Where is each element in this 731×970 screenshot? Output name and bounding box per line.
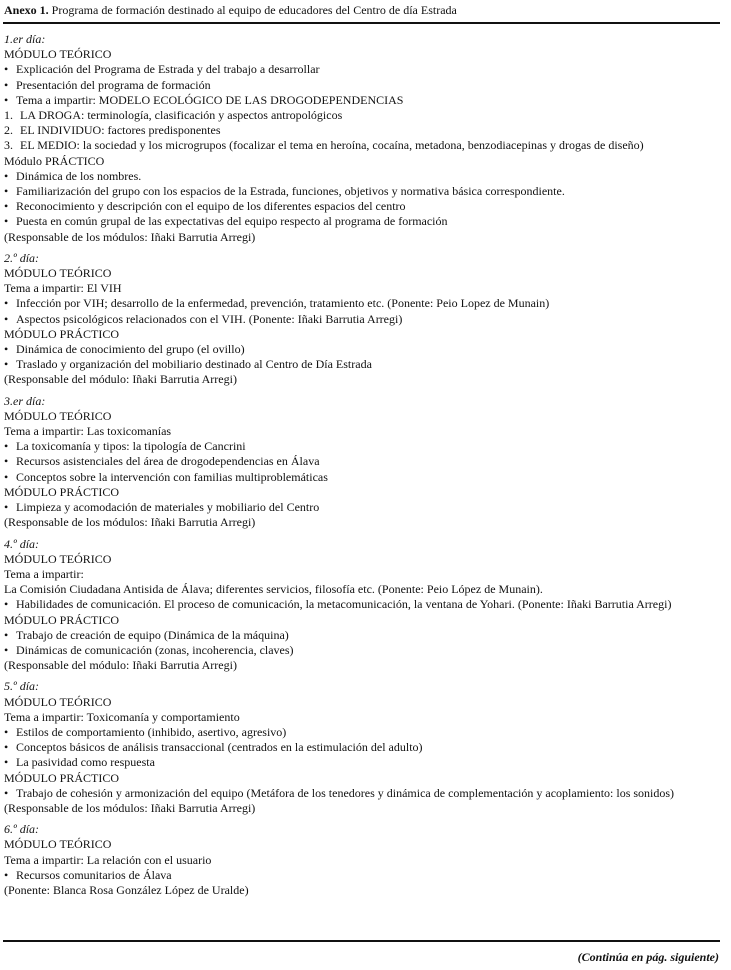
text-line: MÓDULO TEÓRICO <box>4 837 112 852</box>
text-line: Tema a impartir: <box>4 566 84 581</box>
text-line: Tema a impartir: El VIH <box>4 281 122 296</box>
numbered-text: LA DROGA: terminología, clasificación y aspectos antropológicos <box>20 108 343 123</box>
text-line: Módulo PRÁCTICO <box>4 153 105 168</box>
bullet-text: Traslado y organización del mobiliario destinado al Centro de Día Estrada <box>16 357 372 372</box>
day-section <box>4 679 720 816</box>
bullet-icon: • <box>4 500 9 515</box>
bullet-item <box>4 184 720 199</box>
day-section <box>4 32 720 245</box>
text-line: (Responsable de los módulos: Iñaki Barrutia Arregi) <box>4 229 256 244</box>
bullet-text: Trabajo de creación de equipo (Dinámica de la máquina) <box>16 627 289 642</box>
bullet-item <box>4 643 720 658</box>
bullet-item <box>4 312 720 327</box>
bullet-item <box>4 78 720 93</box>
bullet-item <box>4 725 720 740</box>
program-content <box>4 32 720 904</box>
bullet-item <box>4 357 720 372</box>
item-number: 1. <box>4 108 13 123</box>
bullet-item <box>4 740 720 755</box>
bullet-text: Aspectos psicológicos relacionados con el VIH. (Ponente: Iñaki Barrutia Arregi) <box>16 311 403 326</box>
bullet-icon: • <box>4 168 9 183</box>
bullet-text: Reconocimiento y descripción con el equipo de los diferentes espacios del centro <box>16 199 406 214</box>
text-line: (Responsable del módulo: Iñaki Barrutia Arregi) <box>4 372 237 387</box>
text-line: MÓDULO TEÓRICO <box>4 408 112 423</box>
day-title: 1.er día: <box>4 32 46 46</box>
bullet-text: Trabajo de cohesión y armonización del equipo (Metáfora de los tenedores y dinámica de complementación y acoplamiento: los sonidos) <box>16 785 675 800</box>
bullet-icon: • <box>4 199 9 214</box>
day-title: 2.º día: <box>4 250 40 265</box>
bullet-text: Presentación del programa de formación <box>16 77 211 92</box>
caption-text: Programa de formación destinado al equipo de educadores del Centro de día Estrada <box>51 3 457 17</box>
text-line: La Comisión Ciudadana Antisida de Álava; diferentes servicios, filosofía etc. (Ponente: Peio López de Munain). <box>4 582 543 597</box>
day-section <box>4 394 720 531</box>
bullet-icon: • <box>4 357 9 372</box>
day-title: 3.er día: <box>4 393 46 408</box>
bullet-text: Dinámica de los nombres. <box>16 168 142 183</box>
bullet-text: Dinámica de conocimiento del grupo (el ovillo) <box>16 342 245 357</box>
bullet-icon: • <box>4 755 9 770</box>
text-line: Tema a impartir: Toxicomanía y comportamiento <box>4 709 240 724</box>
bullet-text: Conceptos básicos de análisis transaccional (centrados en la estimulación del adulto) <box>16 740 423 755</box>
bullet-icon: • <box>4 740 9 755</box>
bullet-text: Recursos asistenciales del área de drogodependencias en Álava <box>16 454 320 469</box>
day-section <box>4 537 720 674</box>
bullet-text: Estilos de comportamiento (inhibido, asertivo, agresivo) <box>16 724 287 739</box>
bullet-text: Conceptos sobre la intervención con familias multiproblemáticas <box>16 469 328 484</box>
text-line: Tema a impartir: La relación con el usuario <box>4 852 212 867</box>
day-section <box>4 822 720 898</box>
text-line: Tema a impartir: Las toxicomanías <box>4 424 172 439</box>
text-line: MÓDULO TEÓRICO <box>4 551 112 566</box>
bullet-text: Limpieza y acomodación de materiales y mobiliario del Centro <box>16 500 320 515</box>
bullet-text: Tema a impartir: MODELO ECOLÓGICO DE LAS DROGODEPENDENCIAS <box>16 92 404 107</box>
item-number: 2. <box>4 123 13 138</box>
bullet-icon: • <box>4 311 9 326</box>
bullet-item <box>4 296 720 311</box>
bullet-text: Puesta en común grupal de las expectativas del equipo respecto al programa de formación <box>16 214 448 229</box>
text-line: MÓDULO TEÓRICO <box>4 266 112 281</box>
bullet-icon: • <box>4 642 9 657</box>
bullet-item <box>4 454 720 469</box>
bullet-icon: • <box>4 296 9 311</box>
bullet-icon: • <box>4 214 9 229</box>
text-line: MÓDULO TEÓRICO <box>4 694 112 709</box>
numbered-item <box>4 123 720 138</box>
bullet-item <box>4 62 720 77</box>
bullet-text: La pasividad como respuesta <box>16 755 155 770</box>
bullet-icon: • <box>4 785 9 800</box>
numbered-text: EL INDIVIDUO: factores predisponentes <box>20 123 221 138</box>
bullet-item <box>4 755 720 770</box>
text-line: (Responsable de los módulos: Iñaki Barrutia Arregi) <box>4 515 256 530</box>
bullet-item <box>4 93 720 108</box>
bullet-item <box>4 500 720 515</box>
bullet-icon: • <box>4 439 9 454</box>
bullet-icon: • <box>4 92 9 107</box>
bullet-item <box>4 786 720 801</box>
text-line: (Ponente: Blanca Rosa González López de Uralde) <box>4 882 249 897</box>
bullet-item <box>4 199 720 214</box>
bullet-item <box>4 169 720 184</box>
day-title: 5.º día: <box>4 679 40 694</box>
bullet-item <box>4 628 720 643</box>
text-line: MÓDULO PRÁCTICO <box>4 770 120 785</box>
bullet-text: Recursos comunitarios de Álava <box>16 867 172 882</box>
bullet-item <box>4 342 720 357</box>
bullet-icon: • <box>4 627 9 642</box>
numbered-item <box>4 108 720 123</box>
bullet-text: Habilidades de comunicación. El proceso de comunicación, la metacomunicación, la ventana de Yohari. (Ponente: Iñaki Barrutia Arregi) <box>16 597 672 612</box>
text-line: MÓDULO PRÁCTICO <box>4 484 120 499</box>
bullet-text: Explicación del Programa de Estrada y del trabajo a desarrollar <box>16 62 320 77</box>
text-line: (Responsable de los módulos: Iñaki Barrutia Arregi) <box>4 800 256 815</box>
bullet-item <box>4 214 720 229</box>
text-line: MÓDULO TEÓRICO <box>4 47 112 62</box>
bullet-icon: • <box>4 867 9 882</box>
bullet-icon: • <box>4 77 9 92</box>
continuation-note: (Continúa en pág. siguiente) <box>577 950 719 964</box>
bullet-item <box>4 868 720 883</box>
bullet-item <box>4 439 720 454</box>
bullet-text: Infección por VIH; desarrollo de la enfermedad, prevención, tratamiento etc. (Ponente: Peio Lopez de Munain) <box>16 296 550 311</box>
top-rule <box>3 22 720 24</box>
day-section <box>4 251 720 388</box>
bullet-item <box>4 470 720 485</box>
bullet-text: La toxicomanía y tipos: la tipología de Cancrini <box>16 439 246 454</box>
text-line: MÓDULO PRÁCTICO <box>4 326 120 341</box>
bullet-item <box>4 597 720 612</box>
item-number: 3. <box>4 138 13 153</box>
bullet-icon: • <box>4 454 9 469</box>
bullet-icon: • <box>4 184 9 199</box>
caption-label: Anexo 1. <box>4 3 49 17</box>
bullet-icon: • <box>4 597 9 612</box>
text-line: MÓDULO PRÁCTICO <box>4 612 120 627</box>
bullet-text: Dinámicas de comunicación (zonas, incoherencia, claves) <box>16 642 294 657</box>
bullet-text: Familiarización del grupo con los espacios de la Estrada, funciones, objetivos y normativa básica correspondiente. <box>16 184 565 199</box>
bullet-icon: • <box>4 342 9 357</box>
bullet-icon: • <box>4 469 9 484</box>
table-caption <box>4 3 726 18</box>
numbered-item <box>4 138 720 153</box>
bullet-icon: • <box>4 62 9 77</box>
bullet-icon: • <box>4 724 9 739</box>
day-title: 6.º día: <box>4 822 40 837</box>
numbered-text: EL MEDIO: la sociedad y los microgrupos (focalizar el tema en heroína, cocaína, metadona, benzodiacepinas y drogas de diseño) <box>20 138 644 153</box>
bottom-rule <box>3 940 720 942</box>
day-title: 4.º día: <box>4 536 40 551</box>
text-line: (Responsable del módulo: Iñaki Barrutia Arregi) <box>4 658 237 673</box>
